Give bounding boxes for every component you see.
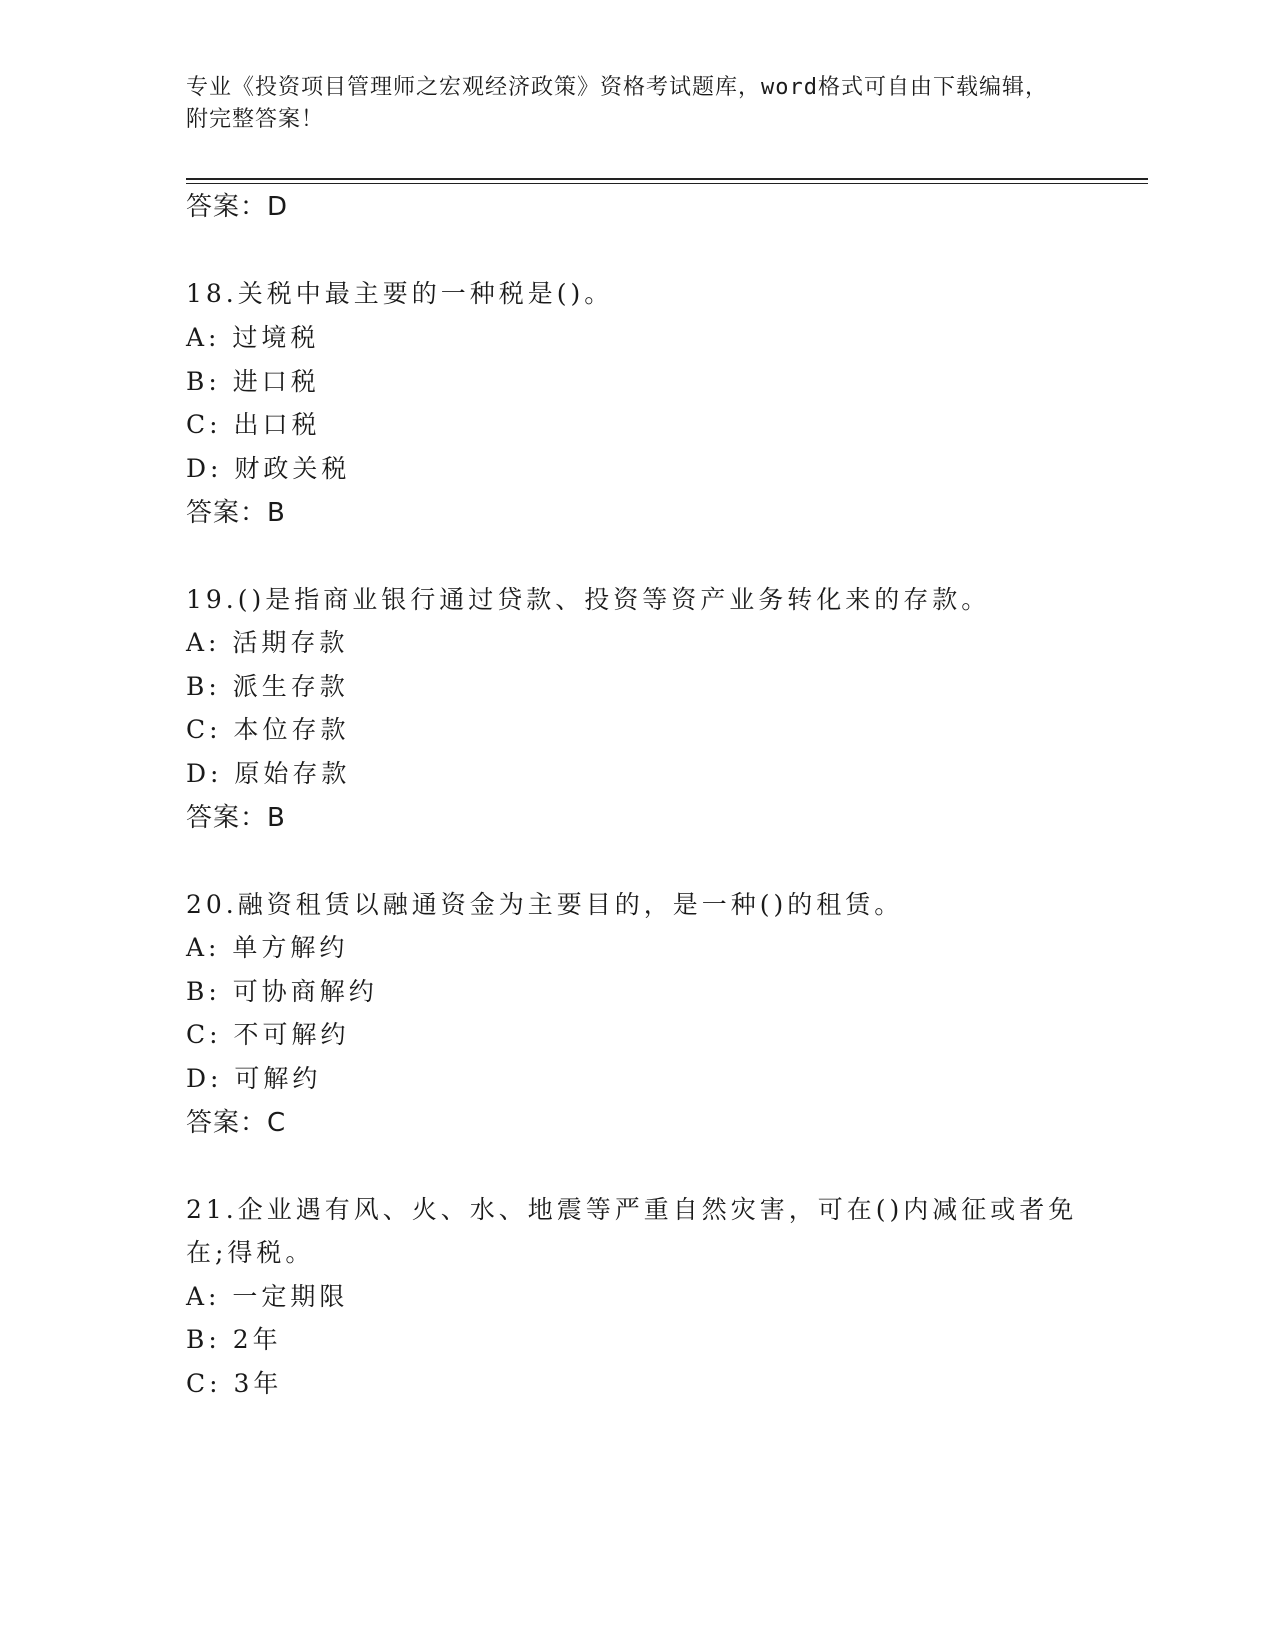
header-divider (186, 178, 1148, 180)
question-18-option-a: A: 过境税 (186, 323, 320, 352)
question-20-answer: 答案：C (186, 1108, 287, 1138)
answer-prev: 答案：D (186, 192, 289, 222)
question-21-stem-line2: 在;得税。 (186, 1238, 315, 1267)
question-21-option-c: C: 3年 (186, 1369, 283, 1398)
question-19-option-a: A: 活期存款 (186, 628, 349, 657)
question-18-option-c: C: 出口税 (186, 410, 321, 439)
header-divider-thin (186, 183, 1148, 184)
question-21-stem-line1: 21.企业遇有风、火、水、地震等严重自然灾害，可在()内减征或者免 (186, 1195, 1078, 1224)
question-18-option-b: B: 进口税 (186, 367, 320, 396)
question-19-option-d: D: 原始存款 (186, 759, 351, 788)
document-header: 专业《投资项目管理师之宏观经济政策》资格考试题库，word格式可自由下载编辑，附完整答案！ (186, 75, 1048, 132)
question-21-option-b: B: 2年 (186, 1325, 282, 1354)
question-18-answer: 答案：B (186, 498, 286, 528)
question-20-option-b: B: 可协商解约 (186, 977, 378, 1006)
question-18-stem: 18.关税中最主要的一种税是()。 (186, 279, 614, 308)
question-21-option-a: A: 一定期限 (186, 1282, 349, 1311)
question-20-option-d: D: 可解约 (186, 1064, 322, 1093)
question-19-answer: 答案：B (186, 803, 286, 833)
question-18-option-d: D: 财政关税 (186, 454, 351, 483)
question-19-stem: 19.()是指商业银行通过贷款、投资等资产业务转化来的存款。 (186, 585, 991, 614)
question-20-option-c: C: 不可解约 (186, 1020, 350, 1049)
question-19-option-c: C: 本位存款 (186, 715, 350, 744)
question-20-stem: 20.融资租赁以融通资金为主要目的，是一种()的租赁。 (186, 890, 904, 919)
question-20-option-a: A: 单方解约 (186, 933, 349, 962)
question-19-option-b: B: 派生存款 (186, 672, 349, 701)
